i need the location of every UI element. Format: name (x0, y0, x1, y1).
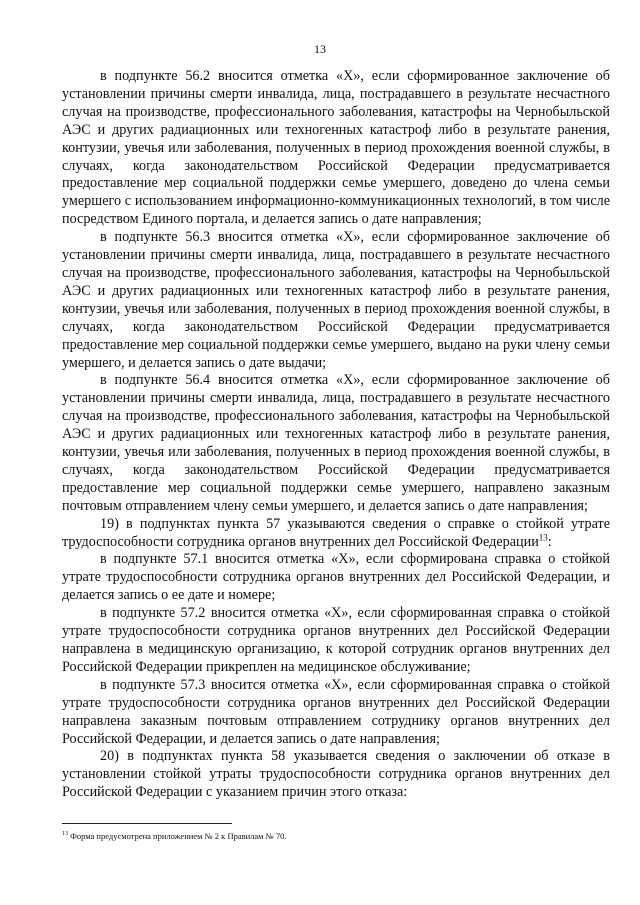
paragraph-item-19 (62, 516, 610, 552)
paragraph-56-2: в подпункте 56.2 вносится отметка «X», если сформированное заключение об установлении причины смерти инвалида, лица, пострадавшего в результате несчастного случая на производстве, профессионального заболевания, катастрофы на Чернобыльской АЭС и других радиационных или техногенных катастроф либо в результате ранения, контузии, увечья или заболевания, полученных в период прохождения военной службы, в случаях, когда законодательством Российской Федерации предусматривается предоставление мер социальной поддержки семье умершего, доведено до члена семьи умершего с использованием информационно-коммуникационных технологий, в том числе посредством Единого портала, и делается запись о дате направления; (62, 68, 610, 228)
paragraph-57-1: в подпункте 57.1 вносится отметка «X», если сформирована справка о стойкой утрате трудоспособности сотрудника органов внутренних дел Российской Федерации, и делается запись о ее дате и номере; (62, 551, 610, 604)
paragraph-57-3: в подпункте 57.3 вносится отметка «X», если сформированная справка о стойкой утрате трудоспособности сотрудника органов внутренних дел Российской Федерации направлена заказным почтовым отправлением сотруднику органов внутренних дел Российской Федерации, и делается запись о дате направления; (62, 676, 610, 747)
page-number: 13 (314, 42, 326, 56)
paragraph-56-4: в подпункте 56.4 вносится отметка «X», если сформированное заключение об установлении причины смерти инвалида, лица, пострадавшего в результате несчастного случая на производстве, профессионального заболевания, катастрофы на Чернобыльской АЭС и других радиационных или техногенных катастроф либо в результате ранения, контузии, увечья или заболевания, полученных в период прохождения военной службы, в случаях, когда законодательством Российской Федерации предусматривается предоставление мер социальной поддержки семье умершего, направлено заказным почтовым отправлением члену семьи умершего, и делается запись о дате направления; (62, 372, 610, 514)
paragraph-57-2: в подпункте 57.2 вносится отметка «X», если сформированная справка о стойкой утрате трудоспособности сотрудника органов внутренних дел Российской Федерации направлена в медицинскую организацию, к которой сотрудник органов внутренних дел Российской Федерации прикреплен на медицинское обслуживание; (62, 605, 610, 675)
footnote-number: 13 (62, 831, 68, 837)
footnote (62, 829, 610, 842)
paragraph-item-20: 20) в подпунктах пункта 58 указывается сведения о заключении об отказе в установлении стойкой утраты трудоспособности сотрудника органов внутренних дел Российской Федерации с указанием причин этого отказа: (62, 748, 610, 801)
footnote-text: Форма предусмотрена приложением № 2 к Правилам № 70. (68, 830, 287, 841)
document-body (62, 68, 610, 802)
footnote-ref: 13 (538, 531, 548, 542)
paragraph-56-3: в подпункте 56.3 вносится отметка «X», если сформированное заключение об установлении причины смерти инвалида, лица, пострадавшего в результате несчастного случая на производстве, профессионального заболевания, катастрофы на Чернобыльской АЭС и других радиационных или техногенных катастроф либо в результате ранения, контузии, увечья или заболевания, полученных в период прохождения военной службы, в случаях, когда законодательством Российской Федерации предусматривается предоставление мер социальной поддержки семье умершего, выдано на руки члену семьи умершего, и делается запись о дате выдачи; (62, 229, 610, 371)
item-19-text: 19) в подпунктах пункта 57 указываются сведения о справке о стойкой утрате трудоспособности сотрудника органов внутренних дел Российской Федерации (62, 515, 610, 550)
item-19-tail: : (547, 533, 552, 550)
footnote-divider (62, 823, 232, 824)
